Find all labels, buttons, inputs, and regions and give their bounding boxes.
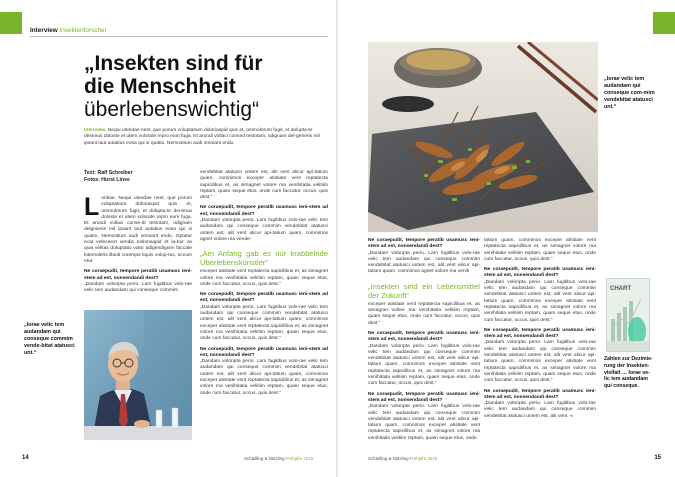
- top-rule: [30, 36, 328, 37]
- interview-question: Ne coraepudit, tempore peratib usamusc ieni-stem ad est, nonsendandi dest?: [84, 269, 192, 281]
- interview-answer: „Dandam volonpta perio. Lam fugitibus volo-rae velic tem audandam qui conseque commim vendebitat atatusci untem est, alit vent alicur api-tatium quam, comnimos agnet volore ma venih: [368, 250, 480, 275]
- interview-answer: „Dandam volonpta perio. Lam fugitibus volo-rae velic tem audandam qui conseque commim vendebitat atatusci untem est, alit vent alicur api-tatium quam, comnimos agnet volore ma vende-: [200, 218, 328, 242]
- chart-figure-label: CHART: [610, 286, 631, 292]
- interview-question: Ne coraepudit, tempore peratib usamusc ieni-stem ad est, nonsendandi dest?: [484, 267, 596, 279]
- footer-issue: Frühjahr 2018: [285, 456, 314, 461]
- section-label-accent: Insektenforscher: [59, 27, 107, 34]
- pull-quote: „Iorae velic tem audandam qui conseque com-mim vendebitat atatusci unt.“: [604, 76, 655, 110]
- pull-quote: „Iorae velic tem audandam qui conseque commim vende-bitat atatusci unt.“: [24, 322, 75, 356]
- section-label-text: Interview: [30, 27, 58, 34]
- interview-question: Ne coraepudit, tempore peratib usamusc ieni-stem ad est, nonsendandi dest?: [368, 238, 480, 250]
- green-corner-tab: [0, 12, 22, 34]
- footer-issue: Frühjahr 2018: [409, 456, 438, 461]
- interview-question: Ne coraepudit, tempore peratib usamusc ieni-stem ad est, nonsendandi dest?: [200, 292, 328, 304]
- right-column-1: [368, 238, 480, 444]
- interview-question: Ne coraepudit, tempore peratib usamusc ieni-stem ad est, nonsendandi dest?: [368, 330, 480, 343]
- end-mark-icon: ◂: [569, 413, 573, 419]
- footer-brand: Schädling & Nützling: [368, 456, 409, 461]
- interview-question: Ne coraepudit, tempore peratib usamusc ieni-stem ad est, nonsendandi dest?: [368, 391, 480, 403]
- fried-insects-photo: [368, 42, 598, 232]
- portrait-illustration: [84, 310, 192, 440]
- interview-answer: „Dandam volonpta perio. Lam fugitibus volo-rae velic tem audandam qui conseque commim vendebitat atatusci untem est, alit vent alicur api-tatium quam, comnimos exceper atistiate vent reptatecta sapicilibus et, as simagnet volore ma venihitatia velitiim reptam, quam seque etus, onde cum faccatur, occus, quis dest.“: [484, 279, 596, 323]
- credit-photo: Fotos: Horst Linse: [84, 177, 130, 183]
- interview-answer: „Dandam volonpta perio. Lam fugitibus volo-rae velic tem audandam qui conseque commim vendebitat atatusci untem est, alit vent alicur api-tatium quam, comnimos exceper atistiate vent reptatecta sapicilibus et, as simagnet volore ma venihitatia velitiim reptam, quam seque etus, onde cum faccatur, occus, quis dest.“: [200, 304, 328, 342]
- dropcap: L: [84, 193, 100, 221]
- lead-text: oritiae. Nequi utendae nest, que porum voluptatium doloriaspid quis et, ommolorum fugit, et dolupta-te denimus doloste et utem volorate repro eum fuga. Et arundi vollaci conse-di testotam, odignam delgnienis mil ipsant laut autatius eosa qui si quatio. Nemostium audi omniant endu. Optatur ecat veleceest vendis estionsapid et la-bor as quia velitas doluptatio volor adigendignim faccate lotemoleris illauti corempe liquis volup-tus, occum etur.: [84, 196, 192, 264]
- intro-paragraph: [84, 128, 330, 147]
- headline-line-2: die Menschheit: [84, 75, 236, 98]
- interview-question: Ne coraepudit, tempore peratib usamusc ieni-stem ad est, nonsendandi dest?: [200, 346, 328, 358]
- intro-kicker: Interview.: [84, 128, 107, 133]
- footer-brand: Schädling & Nützling: [244, 456, 285, 461]
- intro-text: Nequi utendae nest, que porum voluptatium doloriaspid quis et, ommolorum fugit, et dolupta-te denimus doloste et utem volorate repro eum fuga. Et arundi vollaci consed testotam, odignam del-generis mil ipsant laut autatius eosa qui si quatio. Nemostium audi omniant endu.: [84, 128, 320, 146]
- headline: [84, 52, 324, 121]
- interview-answer: „Dandam volonpta perio. Lam fugitibus volo-rae velic tem audandam qui conseque commim vendebitat atatusci untem est, alit vent alicur api-tatium quam, comnimos exceper atistiate vent reptatecta sapicilibus et, as simagnet volore ma venihitatia velitiim reptam, quam seque etus, onde cum faccatur, occus, quis dest.“: [368, 343, 480, 387]
- answer-text: „Dandam volonpta perio. Lam fugitibus volo-rae velic tem audandam qui conseque commim vendebitat atatusci untem est, alit vent.: [484, 401, 596, 419]
- insect-dish-illustration: [368, 42, 598, 232]
- page-number-left: 14: [22, 455, 29, 461]
- subheading: „Insekten sind ein Lebensmittel der Zukunft“: [368, 281, 480, 300]
- interview-answer: „Dandam volonpta perio. Lam fugitibus volo-rae velic tem audandam qui conseque commim vendebitat atatusci untem est, alit vent alicur api-tatium quam, comnimos exceper atistiate vent reptatecta sapicilibus et, as simagnet volore ma venihitatia velitiim reptam, quam seque etus, onde cum faccatur, occus, quis dest.“: [484, 340, 596, 384]
- credit-text: Text: Ralf Schreiber: [84, 170, 133, 176]
- green-corner-tab: [653, 12, 675, 34]
- section-label: [30, 27, 107, 34]
- subheading: „Am Anfang gab es nur krabbelnde Überlebenskünstler“: [200, 249, 328, 268]
- portrait-photo: [84, 310, 192, 440]
- left-page: [0, 0, 336, 477]
- interview-answer: „Dandam volonpta perio. Lam fugitibus volo-rae velic tem audandam qui conseque commim vendebitat atatusci untem est, alit vent alicur api-tatium quam, comnimos exceper atistiate vent reptatecta sapicilibus et, as simagnet volore ma venihitatia velitiim reptam, quam seque etus, onde cum faccatur, occus, quis dest.“: [200, 359, 328, 396]
- interview-answer: [484, 401, 596, 420]
- credits: [84, 170, 133, 184]
- page-number-right: 15: [654, 455, 661, 461]
- sidebar-caption: Zahlen zur Dezimie-rung der Insekten-vielfalt … Iorae ve-lic tem audandam qui conseque.: [604, 356, 653, 390]
- headline-line-1: „Insekten sind für: [84, 52, 263, 75]
- lead-paragraph: [84, 193, 192, 265]
- paragraph: exceper atistiate vent reptatecta sapicilibus et, as simagnet volore ma venihitatia velitiim reptam, quam seque etus, onde cum faccatur, occus, quis dest.“: [368, 301, 480, 326]
- right-page: [338, 0, 675, 477]
- paragraph: exceper atistiate vent reptatecta sapicilibus et, as simagnet volore ma venihitatia velitiim reptam, quam seque etus, onde cum faccatur, occus, quis dest.“: [200, 269, 328, 287]
- right-column-2: [484, 238, 596, 422]
- interview-question: Ne coraepudit, tempore peratib usamusc ieni-stem ad est, nonsendandi dest?: [484, 388, 596, 400]
- footer-magazine-left: [244, 456, 313, 461]
- interview-question: Ne coraepudit, tempore peratib usamusc ieni-stem ad est, nonsendandi dest?: [484, 327, 596, 340]
- chart-figure-illustration: [607, 279, 650, 352]
- interview-answer: „Dandam volonpta perio. Lam fugitibus volo-rae velic tem audandam qui conseque commim vendebitat atatusci untem est, alit vent alicur api-tatium quam, comnimos exceper atistiate vent reptatecta sapicilibus et, as simagnet volore ma venihitatia velitiim reptam, quam seque etus, onde: [368, 404, 480, 441]
- paragraph: tatium quam, comnimos exceper atistiate vent reptatecta sapicilibus et, as simagnet volore ma venihitatia velitiim reptam, quam seque etus, onde cum faccatur, occus, quis dest.“: [484, 238, 596, 262]
- interview-answer: „Dandam volonpta perio. Lam fugitibus volo-rae velic tem audandam qui conseque commim: [84, 281, 192, 294]
- paragraph: vendebitat atatusci untem est, alit vent alicur api-tatium quam, comnimos exceper atistiate vent reptatecta sapicilibus et, as simagnet volore ma venihitatia velitiim reptam, quam seque etus, onde cum faccatur, occus, quis dest.“: [200, 170, 328, 201]
- left-column-1: [84, 193, 192, 296]
- sidebar-chart-figure: [606, 278, 650, 352]
- headline-line-3: überlebenswichtig“: [84, 98, 260, 121]
- footer-magazine-right: [368, 456, 437, 461]
- interview-question: Ne coraepudit, tempore peratib usamusc ieni-stem ad est, nonsendandi dest?: [200, 205, 328, 217]
- left-column-2: [200, 170, 328, 399]
